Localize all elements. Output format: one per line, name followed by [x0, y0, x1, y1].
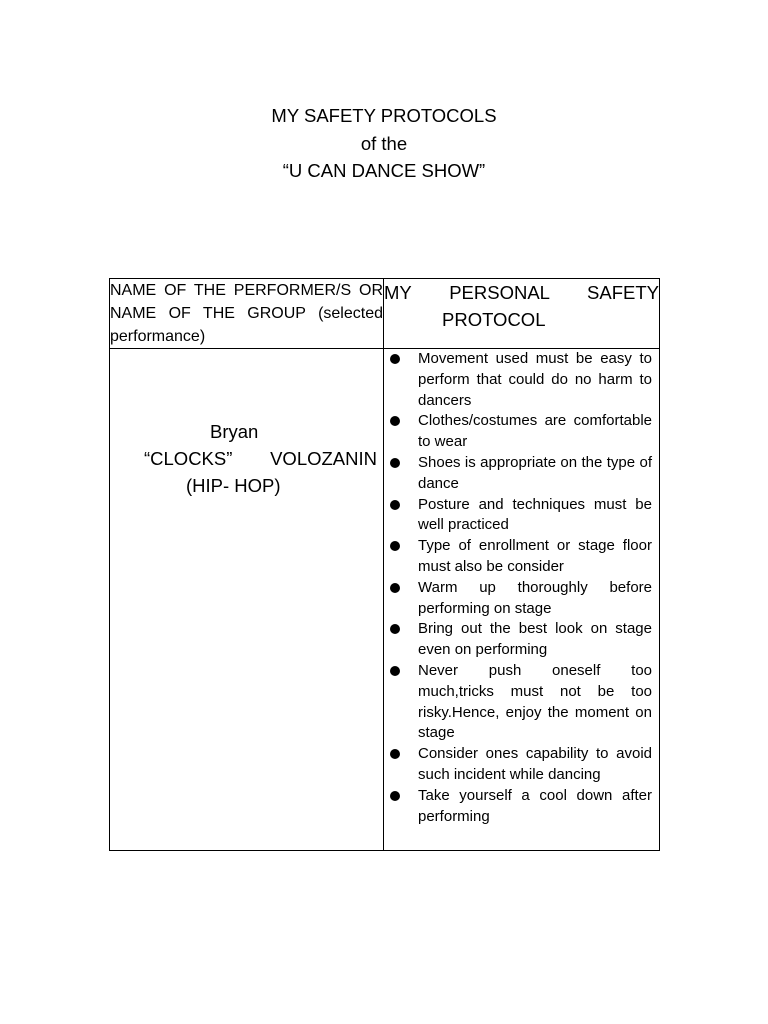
list-item: [384, 619, 652, 661]
protocol-list: [384, 349, 659, 827]
list-item-text: Bring out the best look on stage even on performing: [418, 620, 652, 659]
list-item-text: Take yourself a cool down after performing: [418, 786, 652, 825]
list-item-text: Consider ones capability to avoid such incident while dancing: [418, 745, 652, 783]
list-item: [384, 536, 652, 578]
performer-name: [118, 418, 377, 499]
bullet-icon: [390, 749, 400, 759]
list-item-text: Shoes is appropriate on the type of dance: [418, 453, 652, 492]
bullet-icon: [390, 583, 400, 593]
list-item-text: Type of enrollment or stage floor must also be consider: [418, 537, 652, 575]
title-line-3: “U CAN DANCE SHOW”: [282, 160, 486, 181]
table-row: [110, 349, 660, 851]
performer-column-header: NAME OF THE PERFORMER/S OR NAME OF THE GROUP (selected performance): [110, 279, 384, 349]
list-item: [384, 578, 652, 620]
document-title: [0, 102, 768, 185]
title-line-1: MY SAFETY PROTOCOLS: [271, 105, 497, 126]
list-item: [384, 411, 652, 453]
performer-genre: (HIP- HOP): [186, 475, 281, 496]
bullet-icon: [390, 541, 400, 551]
title-line-2: of the: [360, 132, 408, 154]
list-item-text: Movement used must be easy to perform that could do no harm to dancers: [418, 350, 652, 409]
list-item-text: Never push oneself too much,tricks must not be too risky.Hence, enjoy the moment on stage: [418, 661, 652, 742]
list-item: [384, 349, 652, 411]
bullet-icon: [390, 624, 400, 634]
performer-name-line-2: “CLOCKS” VOLOZANIN: [144, 448, 377, 469]
protocol-header-line-2: PROTOCOL: [442, 309, 546, 330]
bullet-icon: [390, 416, 400, 426]
list-item: [384, 786, 652, 828]
protocol-column-header: [384, 279, 660, 349]
list-item-text: Warm up thoroughly before performing on stage: [418, 578, 652, 617]
performer-cell: [110, 349, 384, 851]
protocol-header-line-1: MY PERSONAL SAFETY: [384, 282, 659, 303]
safety-protocol-table: [109, 278, 660, 851]
list-item: [384, 744, 652, 786]
bullet-icon: [390, 458, 400, 468]
list-item: [384, 661, 652, 744]
bullet-icon: [390, 791, 400, 801]
protocol-cell: [384, 349, 660, 851]
list-item: [384, 453, 652, 495]
list-item: [384, 495, 652, 537]
bullet-icon: [390, 666, 400, 676]
list-item-text: Clothes/costumes are comfortable to wear: [418, 412, 652, 451]
list-item-text: Posture and techniques must be well practiced: [418, 495, 652, 534]
bullet-icon: [390, 500, 400, 510]
performer-name-line-1: Bryan: [210, 421, 259, 442]
table-header-row: [110, 279, 660, 349]
bullet-icon: [390, 354, 400, 364]
